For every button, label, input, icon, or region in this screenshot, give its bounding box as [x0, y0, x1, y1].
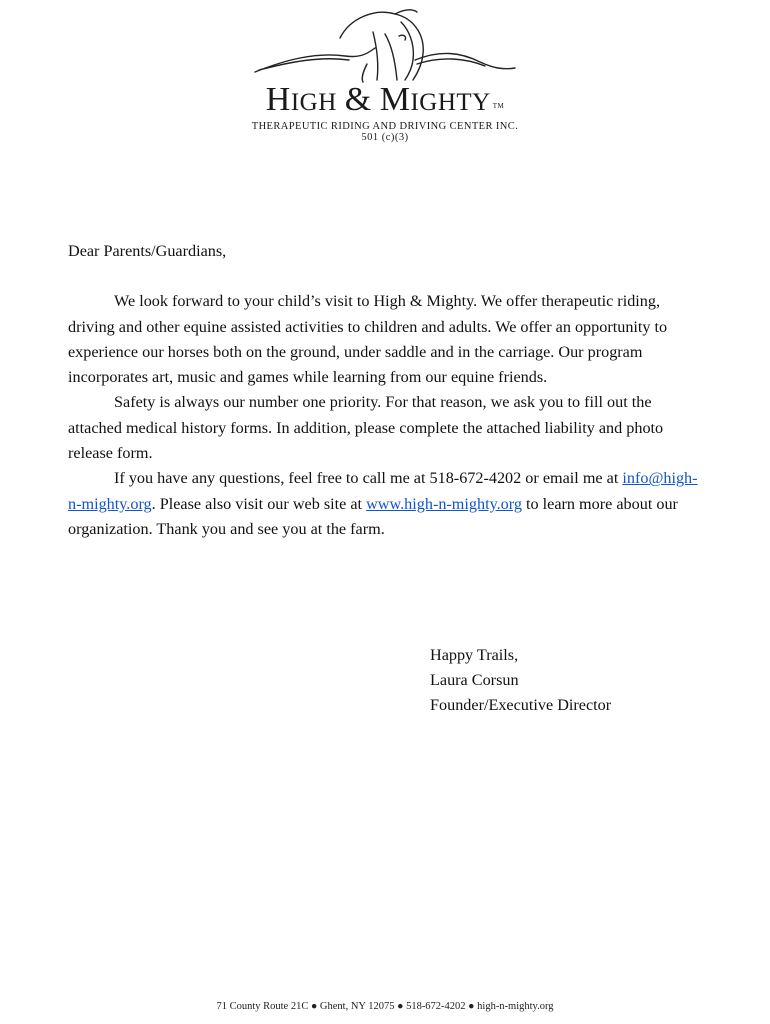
salutation: Dear Parents/Guardians,	[68, 242, 227, 260]
website-link[interactable]: www.high-n-mighty.org	[366, 494, 522, 513]
footer-address: 71 County Route 21C ● Ghent, NY 12075 ● 518-672-4202 ● high-n-mighty.org	[216, 1001, 554, 1012]
email-link[interactable]: info@high-n-mighty.org	[68, 469, 698, 513]
closing-block	[430, 643, 611, 718]
paragraph-3: If you have any questions, feel free to call me at 518-672-4202 or email me at info@high-n-mighty.org. Please also visit our web site at www.high-n-mighty.org to learn more about our organization. Thank you and see you at the farm.	[68, 469, 698, 538]
logo-status: 501 (c)(3)	[361, 132, 409, 143]
signer-title: Founder/Executive Director	[430, 696, 612, 714]
signoff: Happy Trails,	[430, 646, 519, 664]
paragraph-1: We look forward to your child’s visit to High & Mighty. We offer therapeutic riding, driving and other equine assisted activities to children and adults. We offer an opportunity to experience our horses both on the ground, under saddle and in the carriage. Our program incorporates art, music and games while learning from our equine friends.	[68, 292, 668, 387]
trademark-mark: TM	[492, 102, 505, 110]
letter-body	[68, 239, 708, 542]
logo-title: HIGH & MIGHTY TM	[265, 81, 505, 118]
signer-name: Laura Corsun	[430, 671, 519, 689]
horse-logo-icon	[245, 4, 525, 90]
logo-subtitle: THERAPEUTIC RIDING AND DRIVING CENTER INC.	[251, 121, 519, 132]
paragraph-2: Safety is always our number one priority. For that reason, we ask you to fill out the attached medical history forms. In addition, please complete the attached liability and photo release form.	[68, 393, 664, 463]
letterhead-logo	[0, 0, 770, 150]
